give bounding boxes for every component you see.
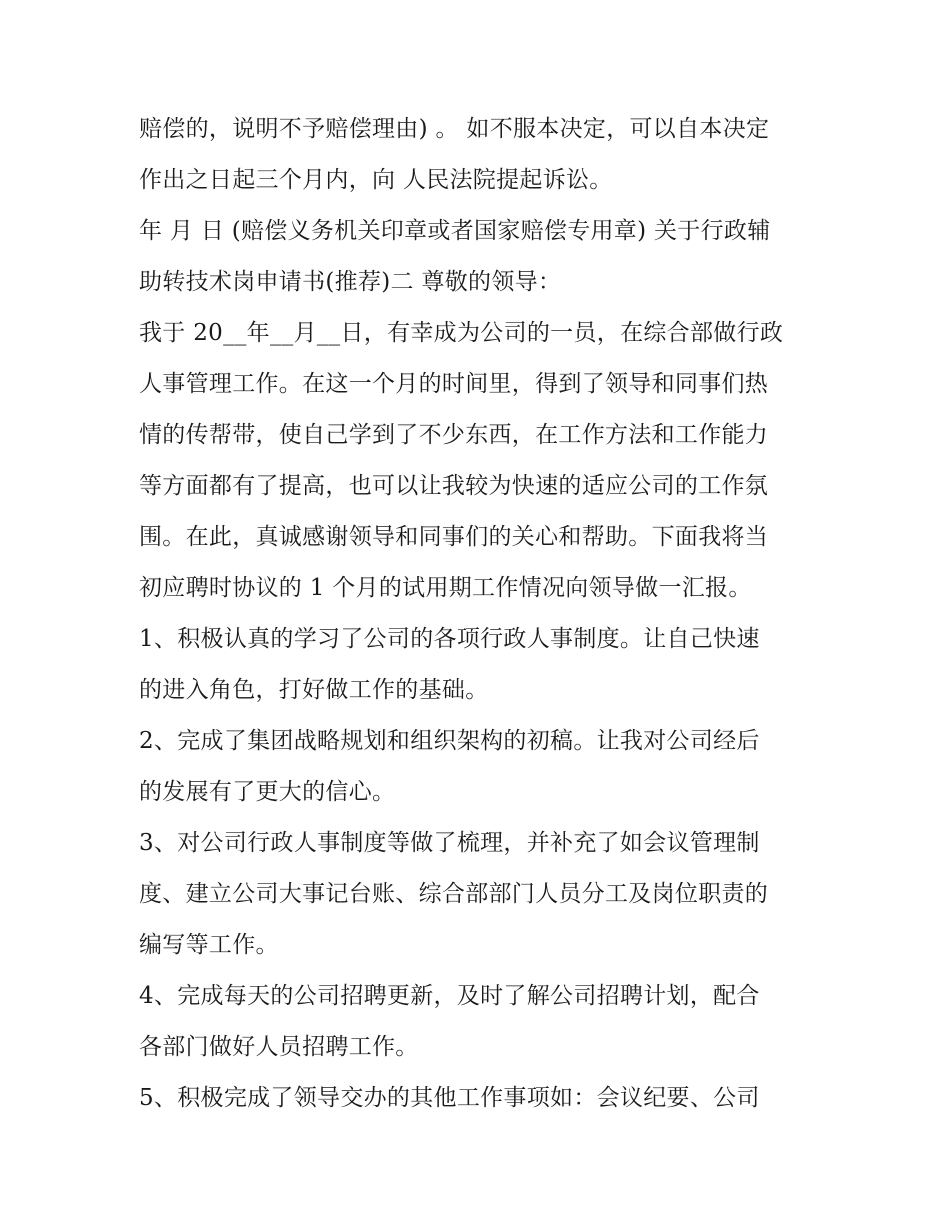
text-line: 的进入角色，打好做工作的基础。: [139, 677, 489, 703]
list-item: 1、积极认真的学习了公司的各项行政人事制度。让自己快速: [139, 626, 760, 652]
text-line: 编写等工作。: [139, 932, 279, 958]
text-line: 各部门做好人员招聘工作。: [139, 1034, 419, 1060]
list-item: 3、对公司行政人事制度等做了梳理，并补充了如会议管理制: [139, 830, 760, 856]
text-line: 初应聘时协议的 1 个月的试用期工作情况向领导做一汇报。: [139, 575, 752, 601]
text-line: 等方面都有了提高，也可以让我较为快速的适应公司的工作氛: [139, 473, 769, 499]
text-line: 我于 20__年__月__日，有幸成为公司的一员，在综合部做行政: [139, 320, 784, 346]
text-line: 的发展有了更大的信心。: [139, 779, 396, 805]
list-item: 5、积极完成了领导交办的其他工作事项如：会议纪要、公司: [139, 1085, 760, 1111]
text-line: 度、建立公司大事记台账、综合部部门人员分工及岗位职责的: [139, 881, 769, 907]
text-line: 人事管理工作。在这一个月的时间里，得到了领导和同事们热: [139, 371, 769, 397]
text-line: 作出之日起三个月内，向 人民法院提起诉讼。: [139, 167, 613, 193]
list-item: 4、完成每天的公司招聘更新，及时了解公司招聘计划，配合: [139, 983, 760, 1009]
text-line: 年 月 日 (赔偿义务机关印章或者国家赔偿专用章) 关于行政辅: [139, 218, 771, 244]
list-item: 2、完成了集团战略规划和组织架构的初稿。让我对公司经后: [139, 728, 760, 754]
text-line: 赔偿的，说明不予赔偿理由) 。 如不服本决定，可以自本决定: [139, 116, 770, 142]
text-line: 情的传帮带，使自己学到了不少东西，在工作方法和工作能力: [139, 422, 769, 448]
text-line: 助转技术岗申请书(推荐)二 尊敬的领导：: [139, 269, 562, 295]
text-line: 围。在此，真诚感谢领导和同事们的关心和帮助。下面我将当: [139, 524, 769, 550]
document-body: [139, 104, 819, 1124]
